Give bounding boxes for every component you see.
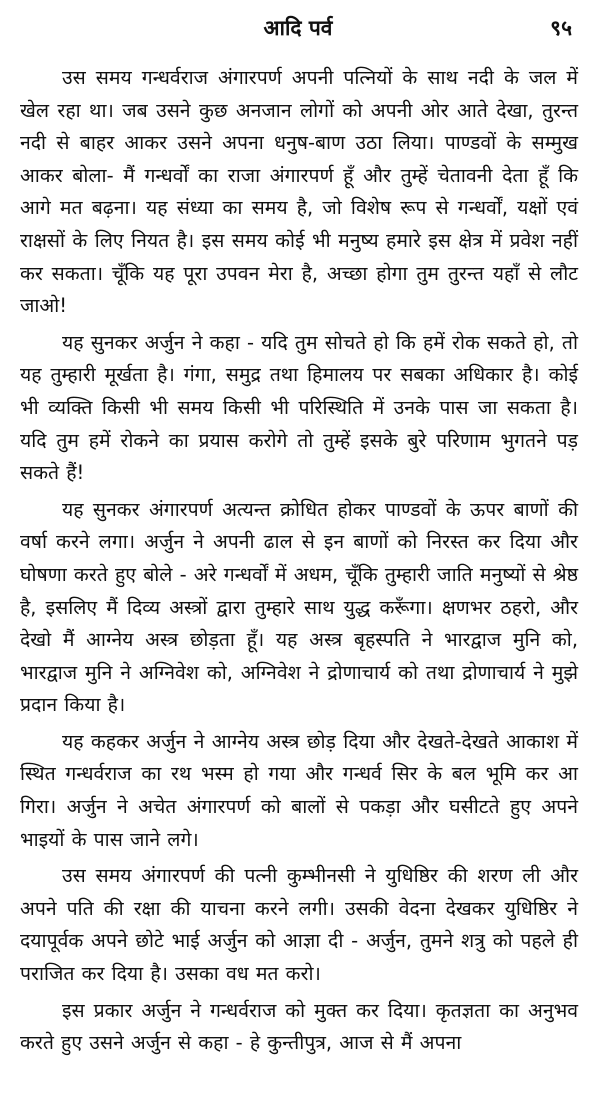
chapter-title: आदि पर्व: [263, 16, 333, 40]
paragraph: उस समय अंगारपर्ण की पत्नी कुम्भीनसी ने युधिष्ठिर की शरण ली और अपने पति की रक्षा की याचना करने लगी। उसकी वेदना देखकर युधिष्ठिर ने दयापूर्वक अपने छोटे भाई अर्जुन को आज्ञा दी - अर्जुन, तुमने शत्रु को पहले ही पराजित कर दिया है। उसका वध मत करो।: [20, 864, 578, 986]
running-header: [20, 0, 576, 52]
body-text: [20, 62, 578, 1064]
paragraph: यह सुनकर अर्जुन ने कहा - यदि तुम सोचते हो कि हमें रोक सकते हो, तो यह तुम्हारी मूर्खता है। गंगा, समुद्र तथा हिमालय पर सबका अधिकार है। कोई भी व्यक्ति किसी भी समय किसी भी परिस्थिति में उनके पास जा सकता है। यदि तुम हमें रोकने का प्रयास करोगे तो तुम्हें इसके बुरे परिणाम भुगतने पड़ सकते हैं!: [20, 330, 578, 485]
paragraph: इस प्रकार अर्जुन ने गन्धर्वराज को मुक्त कर दिया। कृतज्ञता का अनुभव करते हुए उसने अर्जुन से कहा - हे कुन्तीपुत्र, आज से मैं अपना: [20, 998, 578, 1055]
paragraph: यह सुनकर अंगारपर्ण अत्यन्त क्रोधित होकर पाण्डवों के ऊपर बाणों की वर्षा करने लगा। अर्जुन ने अपनी ढाल से इन बाणों को निरस्त कर दिया और घोषणा करते हुए बोले - अरे गन्धर्वों में अधम, चूँकि तुम्हारी जाति मनुष्यों से श्रेष्ठ है, इसलिए मैं दिव्य अस्त्रों द्वारा तुम्हारे साथ युद्ध करूँगा। क्षणभर ठहरो, और देखो मैं आग्नेय अस्त्र छोड़ता हूँ। यह अस्त्र बृहस्पति ने भारद्वाज मुनि को, भारद्वाज मुनि ने अग्निवेश को, अग्निवेश ने द्रोणाचार्य को तथा द्रोणाचार्य ने मुझे प्रदान किया है।: [20, 497, 578, 717]
paragraph: यह कहकर अर्जुन ने आग्नेय अस्त्र छोड़ दिया और देखते-देखते आकाश में स्थित गन्धर्वराज का रथ भस्म हो गया और गन्धर्व सिर के बल भूमि कर आ गिरा। अर्जुन ने अचेत अंगारपर्ण को बालों से पकड़ा और घसीटते हुए अपने भाइयों के पास जाने लगे।: [20, 729, 578, 851]
paragraph: उस समय गन्धर्वराज अंगारपर्ण अपनी पत्नियों के साथ नदी के जल में खेल रहा था। जब उसने कुछ अनजान लोगों को अपनी ओर आते देखा, तुरन्त नदी से बाहर आकर उसने अपना धनुष-बाण उठा लिया। पाण्डवों के सम्मुख आकर बोला- मैं गन्धर्वों का राजा अंगारपर्ण हूँ और तुम्हें चेतावनी देता हूँ कि आगे मत बढ़ना। यह संध्या का समय है, जो विशेष रूप से गन्धर्वों, यक्षों एवं राक्षसों के लिए नियत है। इस समय कोई भी मनुष्य हमारे इस क्षेत्र में प्रवेश नहीं कर सकता। चूँकि यह पूरा उपवन मेरा है, अच्छा होगा तुम तुरन्त यहाँ से लौट जाओ!: [20, 66, 578, 318]
page-number: ९५: [550, 16, 572, 40]
